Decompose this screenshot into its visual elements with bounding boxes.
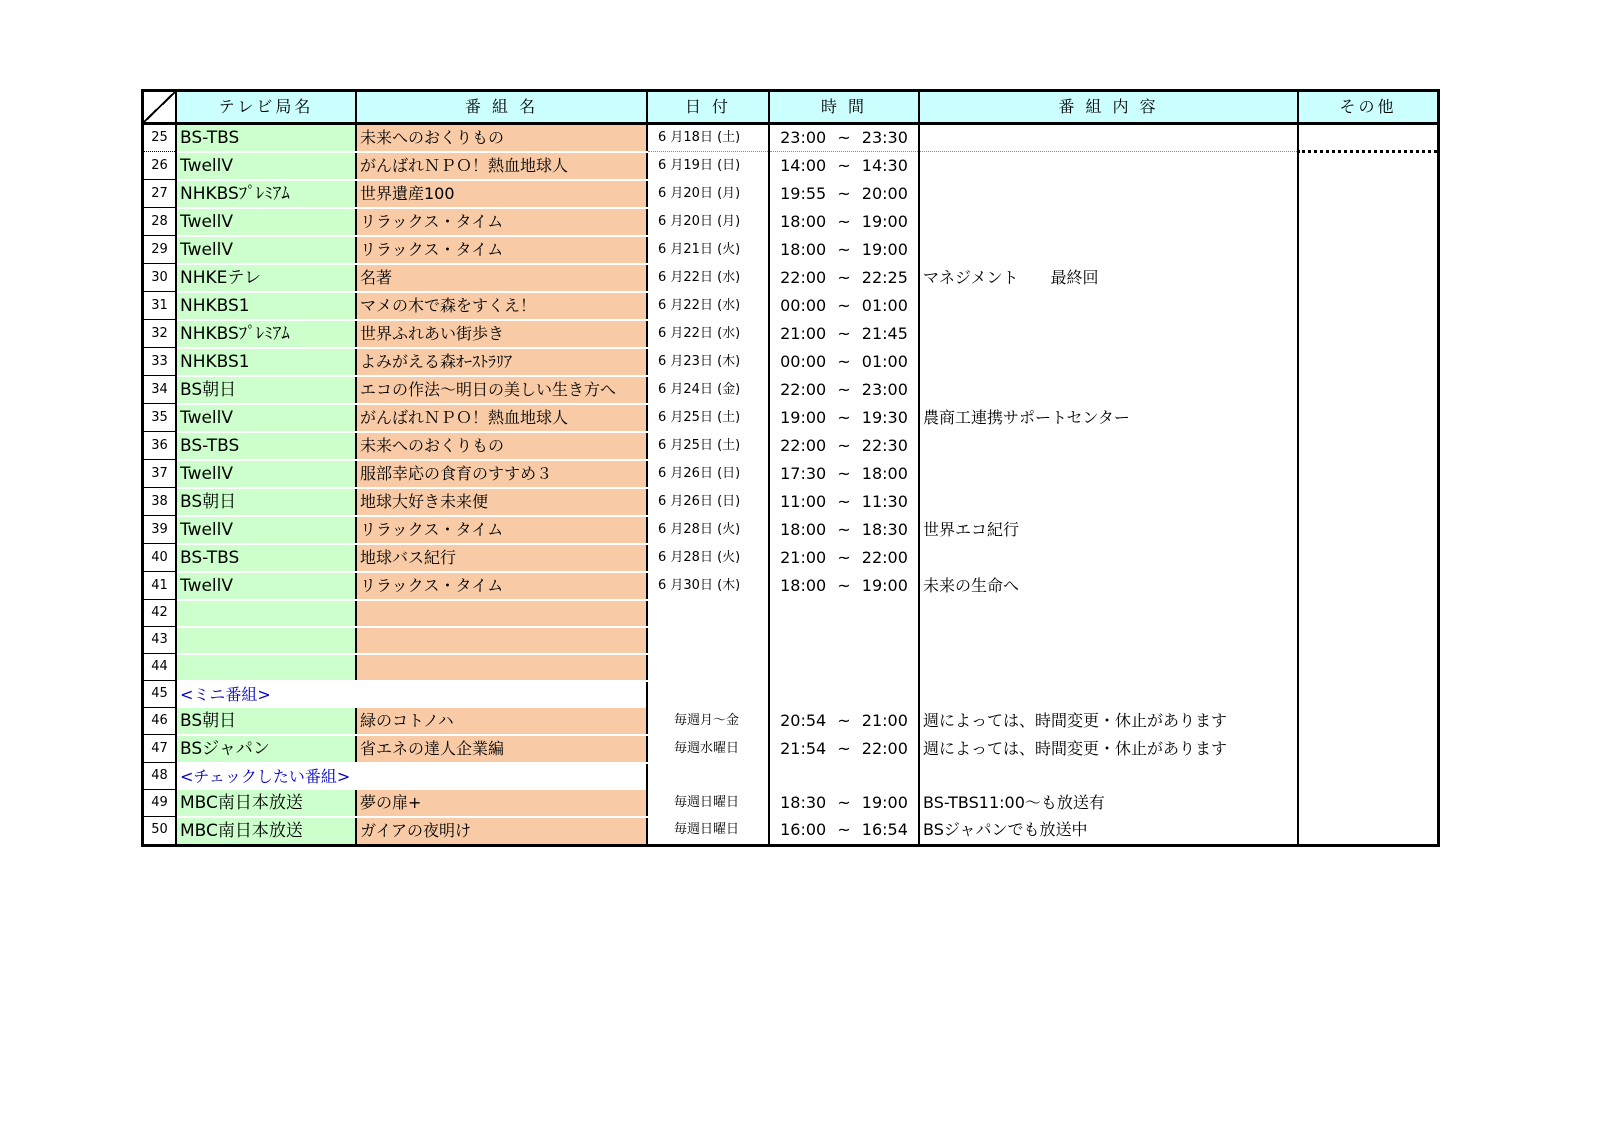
time-cell: [769, 320, 919, 348]
time-separator: ~: [832, 793, 856, 812]
row-number: 28: [144, 208, 176, 236]
date-cell: 6 月25日 (土): [647, 432, 769, 460]
time-separator: ~: [832, 575, 856, 595]
date-cell: 6 月26日 (日): [647, 488, 769, 516]
start-time: 22:00: [780, 435, 827, 455]
row-number: 49: [144, 790, 176, 817]
row-number: 36: [144, 432, 176, 460]
date-cell: 6 月28日 (火): [647, 544, 769, 572]
row-number: 43: [144, 627, 176, 654]
other-cell: [1298, 572, 1437, 600]
start-time: 18:00: [780, 211, 827, 231]
header-program: 番 組 名: [356, 92, 647, 123]
station-cell: [176, 654, 356, 681]
program-cell: がんばれＮＰＯ！熱血地球人: [356, 152, 647, 180]
table-body: [144, 123, 1437, 844]
table-row: [144, 627, 1437, 654]
program-cell: リラックス・タイム: [356, 236, 647, 264]
end-time: 16:54: [861, 820, 908, 839]
content-cell: BSジャパンでも放送中: [919, 817, 1298, 844]
program-cell: リラックス・タイム: [356, 208, 647, 236]
row-number: 26: [144, 152, 176, 180]
table-row: [144, 348, 1437, 376]
time-cell: [769, 488, 919, 516]
time-cell: [769, 516, 919, 544]
row-number: 32: [144, 320, 176, 348]
other-cell: [1298, 320, 1437, 348]
corner-cell: [144, 92, 176, 123]
content-cell: [919, 123, 1298, 152]
time-cell: [769, 627, 919, 654]
program-cell: がんばれＮＰＯ！熱血地球人: [356, 404, 647, 432]
time-separator: ~: [832, 435, 856, 455]
end-time: 01:00: [861, 295, 908, 315]
end-time: 14:30: [861, 155, 908, 175]
table-row: [144, 123, 1437, 152]
row-number: 50: [144, 817, 176, 844]
start-time: 21:54: [780, 738, 827, 758]
program-schedule-table: [144, 92, 1437, 844]
station-cell: TwellV: [176, 572, 356, 600]
content-cell: [919, 432, 1298, 460]
station-cell: TwellV: [176, 516, 356, 544]
time-separator: ~: [832, 519, 856, 539]
program-cell: リラックス・タイム: [356, 572, 647, 600]
time-cell: [769, 572, 919, 600]
row-number: 38: [144, 488, 176, 516]
content-cell: 週によっては、時間変更・休止があります: [919, 708, 1298, 735]
other-cell: [1298, 627, 1437, 654]
table-row: [144, 544, 1437, 572]
station-cell: BS朝日: [176, 488, 356, 516]
content-cell: [919, 320, 1298, 348]
start-time: 18:30: [780, 793, 827, 812]
row-number: 39: [144, 516, 176, 544]
content-cell: [919, 600, 1298, 627]
table-row: [144, 790, 1437, 817]
header-station: テレビ局名: [176, 92, 356, 123]
start-time: 23:00: [780, 127, 827, 147]
header-other: その他: [1298, 92, 1437, 123]
table-row: [144, 432, 1437, 460]
content-cell: [919, 292, 1298, 320]
date-cell: 6 月22日 (水): [647, 292, 769, 320]
station-cell: TwellV: [176, 404, 356, 432]
time-cell: [769, 763, 919, 790]
station-cell: TwellV: [176, 460, 356, 488]
end-time: 22:00: [861, 547, 908, 567]
date-cell: 毎週月～金: [647, 708, 769, 735]
start-time: 00:00: [780, 351, 827, 371]
station-cell: [176, 600, 356, 627]
date-cell: [647, 654, 769, 681]
station-cell: BS-TBS: [176, 123, 356, 152]
end-time: 18:30: [861, 519, 908, 539]
other-cell: [1298, 152, 1437, 180]
program-schedule-sheet: [141, 89, 1440, 847]
row-number: 31: [144, 292, 176, 320]
start-time: 18:00: [780, 575, 827, 595]
other-cell: [1298, 681, 1437, 708]
row-number: 37: [144, 460, 176, 488]
start-time: 18:00: [780, 239, 827, 259]
time-separator: ~: [832, 407, 856, 427]
station-cell: BSジャパン: [176, 735, 356, 763]
time-cell: [769, 180, 919, 208]
table-row: [144, 152, 1437, 180]
end-time: 19:00: [861, 239, 908, 259]
other-cell: [1298, 488, 1437, 516]
station-cell: NHKBSﾌﾟﾚﾐｱﾑ: [176, 180, 356, 208]
content-cell: [919, 460, 1298, 488]
content-cell: 週によっては、時間変更・休止があります: [919, 735, 1298, 763]
time-cell: [769, 790, 919, 817]
other-cell: [1298, 735, 1437, 763]
time-separator: ~: [832, 491, 856, 511]
time-separator: ~: [832, 295, 856, 315]
program-cell: 省エネの達人企業編: [356, 735, 647, 763]
content-cell: [919, 208, 1298, 236]
table-row: [144, 735, 1437, 763]
time-cell: [769, 600, 919, 627]
program-cell: 未来へのおくりもの: [356, 432, 647, 460]
program-cell: マメの木で森をすくえ！: [356, 292, 647, 320]
time-separator: ~: [832, 155, 856, 175]
table-row: [144, 516, 1437, 544]
station-cell: [176, 627, 356, 654]
start-time: 17:30: [780, 463, 827, 483]
table-row: [144, 600, 1437, 627]
header-row: [144, 92, 1437, 123]
time-separator: ~: [832, 379, 856, 399]
row-number: 40: [144, 544, 176, 572]
time-cell: [769, 236, 919, 264]
row-number: 25: [144, 123, 176, 152]
program-cell: よみがえる森ｵｰｽﾄﾗﾘｱ: [356, 348, 647, 376]
content-cell: [919, 236, 1298, 264]
content-cell: 世界エコ紀行: [919, 516, 1298, 544]
end-time: 22:25: [861, 267, 908, 287]
date-cell: 6 月20日 (月): [647, 180, 769, 208]
end-time: 21:00: [861, 711, 908, 730]
time-cell: [769, 152, 919, 180]
other-cell: [1298, 292, 1437, 320]
start-time: 21:00: [780, 547, 827, 567]
row-number: 42: [144, 600, 176, 627]
table-row: [144, 208, 1437, 236]
program-cell: [356, 600, 647, 627]
time-cell: [769, 681, 919, 708]
time-separator: ~: [832, 211, 856, 231]
other-cell: [1298, 432, 1437, 460]
end-time: 20:00: [861, 183, 908, 203]
table-row: [144, 376, 1437, 404]
station-cell: BS-TBS: [176, 544, 356, 572]
table-row: [144, 460, 1437, 488]
end-time: 22:30: [861, 435, 908, 455]
program-cell: エコの作法～明日の美しい生き方へ: [356, 376, 647, 404]
other-cell: [1298, 544, 1437, 572]
time-separator: ~: [832, 351, 856, 371]
other-cell: [1298, 817, 1437, 844]
other-cell: [1298, 348, 1437, 376]
end-time: 19:00: [861, 793, 908, 812]
date-cell: 6 月22日 (水): [647, 264, 769, 292]
time-separator: ~: [832, 711, 856, 730]
row-number: 34: [144, 376, 176, 404]
table-row: [144, 292, 1437, 320]
program-cell: 地球バス紀行: [356, 544, 647, 572]
content-cell: [919, 488, 1298, 516]
station-cell: TwellV: [176, 152, 356, 180]
time-separator: ~: [832, 183, 856, 203]
program-cell: 服部幸応の食育のすすめ３: [356, 460, 647, 488]
other-cell: [1298, 208, 1437, 236]
date-cell: 6 月30日 (木): [647, 572, 769, 600]
other-cell: [1298, 404, 1437, 432]
program-cell: リラックス・タイム: [356, 516, 647, 544]
row-number: 33: [144, 348, 176, 376]
other-cell: [1298, 790, 1437, 817]
other-cell: [1298, 264, 1437, 292]
end-time: 23:30: [861, 127, 908, 147]
content-cell: 農商工連携サポートセンター: [919, 404, 1298, 432]
program-cell: [356, 627, 647, 654]
station-cell: MBC南日本放送: [176, 817, 356, 844]
time-separator: ~: [832, 463, 856, 483]
date-cell: 6 月20日 (月): [647, 208, 769, 236]
time-cell: [769, 404, 919, 432]
start-time: 20:54: [780, 711, 827, 730]
time-separator: ~: [832, 547, 856, 567]
section-label: <ミニ番組>: [176, 681, 647, 708]
content-cell: 未来の生命へ: [919, 572, 1298, 600]
content-cell: [919, 348, 1298, 376]
other-cell: [1298, 600, 1437, 627]
date-cell: 6 月25日 (土): [647, 404, 769, 432]
content-cell: [919, 627, 1298, 654]
date-cell: 6 月28日 (火): [647, 516, 769, 544]
date-cell: 6 月21日 (火): [647, 236, 769, 264]
station-cell: BS朝日: [176, 376, 356, 404]
program-cell: ガイアの夜明け: [356, 817, 647, 844]
end-time: 19:00: [861, 211, 908, 231]
start-time: 18:00: [780, 519, 827, 539]
table-row: [144, 404, 1437, 432]
program-cell: 世界遺産100: [356, 180, 647, 208]
time-cell: [769, 123, 919, 152]
end-time: 23:00: [861, 379, 908, 399]
program-cell: 緑のコトノハ: [356, 708, 647, 735]
row-number: 27: [144, 180, 176, 208]
other-cell: [1298, 236, 1437, 264]
content-cell: [919, 763, 1298, 790]
table-row: [144, 236, 1437, 264]
table-row: [144, 572, 1437, 600]
time-cell: [769, 817, 919, 844]
program-cell: [356, 654, 647, 681]
row-number: 47: [144, 735, 176, 763]
row-number: 41: [144, 572, 176, 600]
station-cell: TwellV: [176, 236, 356, 264]
other-cell: [1298, 123, 1437, 152]
end-time: 01:00: [861, 351, 908, 371]
table-row: [144, 320, 1437, 348]
table-row: [144, 817, 1437, 844]
content-cell: マネジメント 最終回: [919, 264, 1298, 292]
content-cell: [919, 180, 1298, 208]
row-number: 29: [144, 236, 176, 264]
end-time: 11:30: [861, 491, 908, 511]
other-cell: [1298, 654, 1437, 681]
station-cell: NHKEテレ: [176, 264, 356, 292]
table-row: [144, 264, 1437, 292]
date-cell: 毎週日曜日: [647, 790, 769, 817]
station-cell: TwellV: [176, 208, 356, 236]
station-cell: BS-TBS: [176, 432, 356, 460]
section-row: [144, 763, 1437, 790]
date-cell: 6 月24日 (金): [647, 376, 769, 404]
time-cell: [769, 708, 919, 735]
date-cell: 6 月23日 (木): [647, 348, 769, 376]
start-time: 22:00: [780, 379, 827, 399]
station-cell: BS朝日: [176, 708, 356, 735]
header-content: 番 組 内 容: [919, 92, 1298, 123]
row-number: 35: [144, 404, 176, 432]
other-cell: [1298, 180, 1437, 208]
station-cell: MBC南日本放送: [176, 790, 356, 817]
start-time: 16:00: [780, 820, 827, 839]
start-time: 19:00: [780, 407, 827, 427]
date-cell: 6 月22日 (水): [647, 320, 769, 348]
content-cell: [919, 376, 1298, 404]
time-cell: [769, 292, 919, 320]
date-cell: [647, 763, 769, 790]
time-cell: [769, 376, 919, 404]
time-cell: [769, 654, 919, 681]
header-time: 時 間: [769, 92, 919, 123]
program-cell: 名著: [356, 264, 647, 292]
start-time: 21:00: [780, 323, 827, 343]
program-cell: 未来へのおくりもの: [356, 123, 647, 152]
time-separator: ~: [832, 820, 856, 839]
other-cell: [1298, 708, 1437, 735]
start-time: 11:00: [780, 491, 827, 511]
other-cell: [1298, 763, 1437, 790]
table-row: [144, 708, 1437, 735]
time-cell: [769, 208, 919, 236]
program-cell: 世界ふれあい街歩き: [356, 320, 647, 348]
other-cell: [1298, 376, 1437, 404]
time-cell: [769, 264, 919, 292]
header-date: 日 付: [647, 92, 769, 123]
time-separator: ~: [832, 239, 856, 259]
end-time: 22:00: [861, 738, 908, 758]
start-time: 22:00: [780, 267, 827, 287]
program-cell: 地球大好き未来便: [356, 488, 647, 516]
time-cell: [769, 432, 919, 460]
start-time: 00:00: [780, 295, 827, 315]
date-cell: 6 月26日 (日): [647, 460, 769, 488]
program-cell: 夢の扉+: [356, 790, 647, 817]
date-cell: 6 月19日 (日): [647, 152, 769, 180]
time-separator: ~: [832, 127, 856, 147]
other-cell: [1298, 460, 1437, 488]
station-cell: NHKBS1: [176, 348, 356, 376]
content-cell: BS-TBS11:00～も放送有: [919, 790, 1298, 817]
date-cell: [647, 600, 769, 627]
row-number: 48: [144, 763, 176, 790]
date-cell: 毎週水曜日: [647, 735, 769, 763]
content-cell: [919, 152, 1298, 180]
row-number: 46: [144, 708, 176, 735]
date-cell: 毎週日曜日: [647, 817, 769, 844]
date-cell: [647, 627, 769, 654]
date-cell: 6 月18日 (土): [647, 123, 769, 152]
station-cell: NHKBS1: [176, 292, 356, 320]
other-cell: [1298, 516, 1437, 544]
table-row: [144, 180, 1437, 208]
time-separator: ~: [832, 323, 856, 343]
time-cell: [769, 460, 919, 488]
section-row: [144, 681, 1437, 708]
row-number: 44: [144, 654, 176, 681]
section-label: <チェックしたい番組>: [176, 763, 647, 790]
row-number: 30: [144, 264, 176, 292]
station-cell: NHKBSﾌﾟﾚﾐｱﾑ: [176, 320, 356, 348]
start-time: 19:55: [780, 183, 827, 203]
end-time: 19:30: [861, 407, 908, 427]
end-time: 19:00: [861, 575, 908, 595]
time-separator: ~: [832, 738, 856, 758]
start-time: 14:00: [780, 155, 827, 175]
content-cell: [919, 544, 1298, 572]
table-row: [144, 654, 1437, 681]
row-number: 45: [144, 681, 176, 708]
table-row: [144, 488, 1437, 516]
content-cell: [919, 681, 1298, 708]
content-cell: [919, 654, 1298, 681]
end-time: 21:45: [861, 323, 908, 343]
time-cell: [769, 544, 919, 572]
time-cell: [769, 735, 919, 763]
end-time: 18:00: [861, 463, 908, 483]
time-cell: [769, 348, 919, 376]
time-separator: ~: [832, 267, 856, 287]
date-cell: [647, 681, 769, 708]
